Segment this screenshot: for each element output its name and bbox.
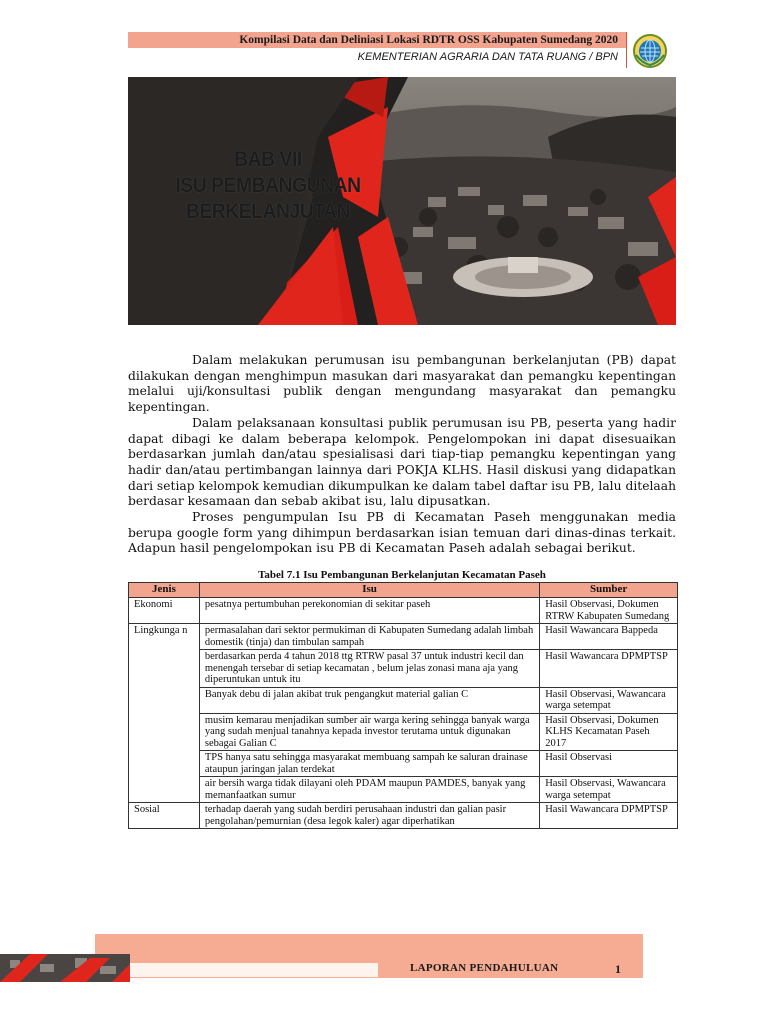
paragraph: Dalam melakukan perumusan isu pembangunan berkelanjutan (PB) dapat dilakukan dengan menghimpun masukan dari masyarakat dan pemangku kepentingan melalui uji/konsultasi publik dengan mengundang masyarakat dan pemangku kepentingan. <box>128 353 676 415</box>
cell-isu: pesatnya pertumbuhan perekonomian di sekitar paseh <box>199 598 539 624</box>
cell-sumber: Hasil Observasi <box>540 751 678 777</box>
cell-jenis: Lingkunga n <box>129 624 200 803</box>
cell-isu: Banyak debu di jalan akibat truk pengangkut material galian C <box>199 687 539 713</box>
table-row <box>129 650 678 688</box>
cell-isu: TPS hanya satu sehingga masyarakat membuang sampah ke saluran drainase ataupun jaringan jalan terdekat <box>199 751 539 777</box>
table-row <box>129 713 678 751</box>
table-row <box>129 751 678 777</box>
cell-sumber: Hasil Wawancara DPMPTSP <box>540 650 678 688</box>
table-row <box>129 687 678 713</box>
cell-isu: berdasarkan perda 4 tahun 2018 ttg RTRW pasal 37 untuk industri kecil dan menengah tersebar di setiap kecamatan , belum jelas zonasi mana aja yang diperuntukan untuk itu <box>199 650 539 688</box>
table-row <box>129 803 678 829</box>
cell-jenis: Ekonomi <box>129 598 200 624</box>
header-divider <box>626 32 627 68</box>
chapter-banner <box>128 77 676 325</box>
chapter-title <box>128 147 408 225</box>
document-title: Kompilasi Data dan Deliniasi Lokasi RDTR OSS Kabupaten Sumedang 2020 <box>239 34 618 46</box>
header-isu: Isu <box>199 583 539 598</box>
cell-isu: permasalahan dari sektor permukiman di Kabupaten Sumedang adalah limbah domestik (tinja) dan timbulan sampah <box>199 624 539 650</box>
cell-sumber: Hasil Observasi, Wawancara warga setempat <box>540 687 678 713</box>
table-caption: Tabel 7.1 Isu Pembangunan Berkelanjutan Kecamatan Paseh <box>258 569 546 581</box>
cell-sumber: Hasil Observasi, Dokumen RTRW Kabupaten Sumedang <box>540 598 678 624</box>
cell-sumber: Hasil Wawancara Bappeda <box>540 624 678 650</box>
header-jenis: Jenis <box>129 583 200 598</box>
page-number: 1 <box>615 962 621 976</box>
isu-table <box>128 582 678 829</box>
table-row <box>129 598 678 624</box>
ministry-subtitle: KEMENTERIAN AGRARIA DAN TATA RUANG / BPN <box>357 51 618 63</box>
cell-sumber: Hasil Observasi, Wawancara warga setempat <box>540 777 678 803</box>
cell-isu: air bersih warga tidak dilayani oleh PDAM maupun PAMDES, banyak yang memanfaatkan sumur <box>199 777 539 803</box>
table-row <box>129 624 678 650</box>
table-body <box>129 598 678 829</box>
chapter-title-line: BERKELANJUTAN <box>185 200 351 223</box>
cell-isu: terhadap daerah yang sudah berdiri perusahaan industri dan galian pasir pengolahan/pemurnian (desa legok kaler) agar diperhatikan <box>199 803 539 829</box>
body-text <box>128 353 676 557</box>
cell-sumber: Hasil Observasi, Dokumen KLHS Kecamatan Paseh 2017 <box>540 713 678 751</box>
header-sumber: Sumber <box>540 583 678 598</box>
footer-highlight <box>130 963 378 977</box>
chapter-number: BAB VII <box>234 148 302 171</box>
cell-jenis: Sosial <box>129 803 200 829</box>
paragraph: Dalam pelaksanaan konsultasi publik perumusan isu PB, peserta yang hadir dapat dibagi ke dalam beberapa kelompok. Pengelompokan ini dapat disesuaikan berdasarkan jumlah dan/atau spesialisasi dari tiap-tiap pemangku kepentingan yang hadir dan/atau pertimbangan lainnya dari POKJA KLHS. Hasil diskusi yang didapatkan dari setiap kelompok kemudian dikumpulkan ke dalam tabel daftar isu PB, lalu ditelaah berdasar kesamaan dan sebab akibat isu, lalu dipusatkan. <box>128 415 676 509</box>
ministry-logo-icon <box>632 33 668 69</box>
cell-isu: musim kemarau menjadikan sumber air warga kering sehingga banyak warga yang sudah menjual tanahnya kepada investor terutama untuk digunakan sebagai Galian C <box>199 713 539 751</box>
table-header-row <box>129 583 678 598</box>
footer-report-label: LAPORAN PENDAHULUAN <box>410 962 559 974</box>
paragraph: Proses pengumpulan Isu PB di Kecamatan Paseh menggunakan media berupa google form yang dihimpun berdasarkan isian temuan dari dinas-dinas terkait. Adapun hasil pengelompokan isu PB di Kecamatan Paseh adalah sebagai berikut. <box>128 510 676 556</box>
cell-sumber: Hasil Wawancara DPMPTSP <box>540 803 678 829</box>
chapter-title-line: ISU PEMBANGUNAN <box>175 174 361 197</box>
table-row <box>129 777 678 803</box>
